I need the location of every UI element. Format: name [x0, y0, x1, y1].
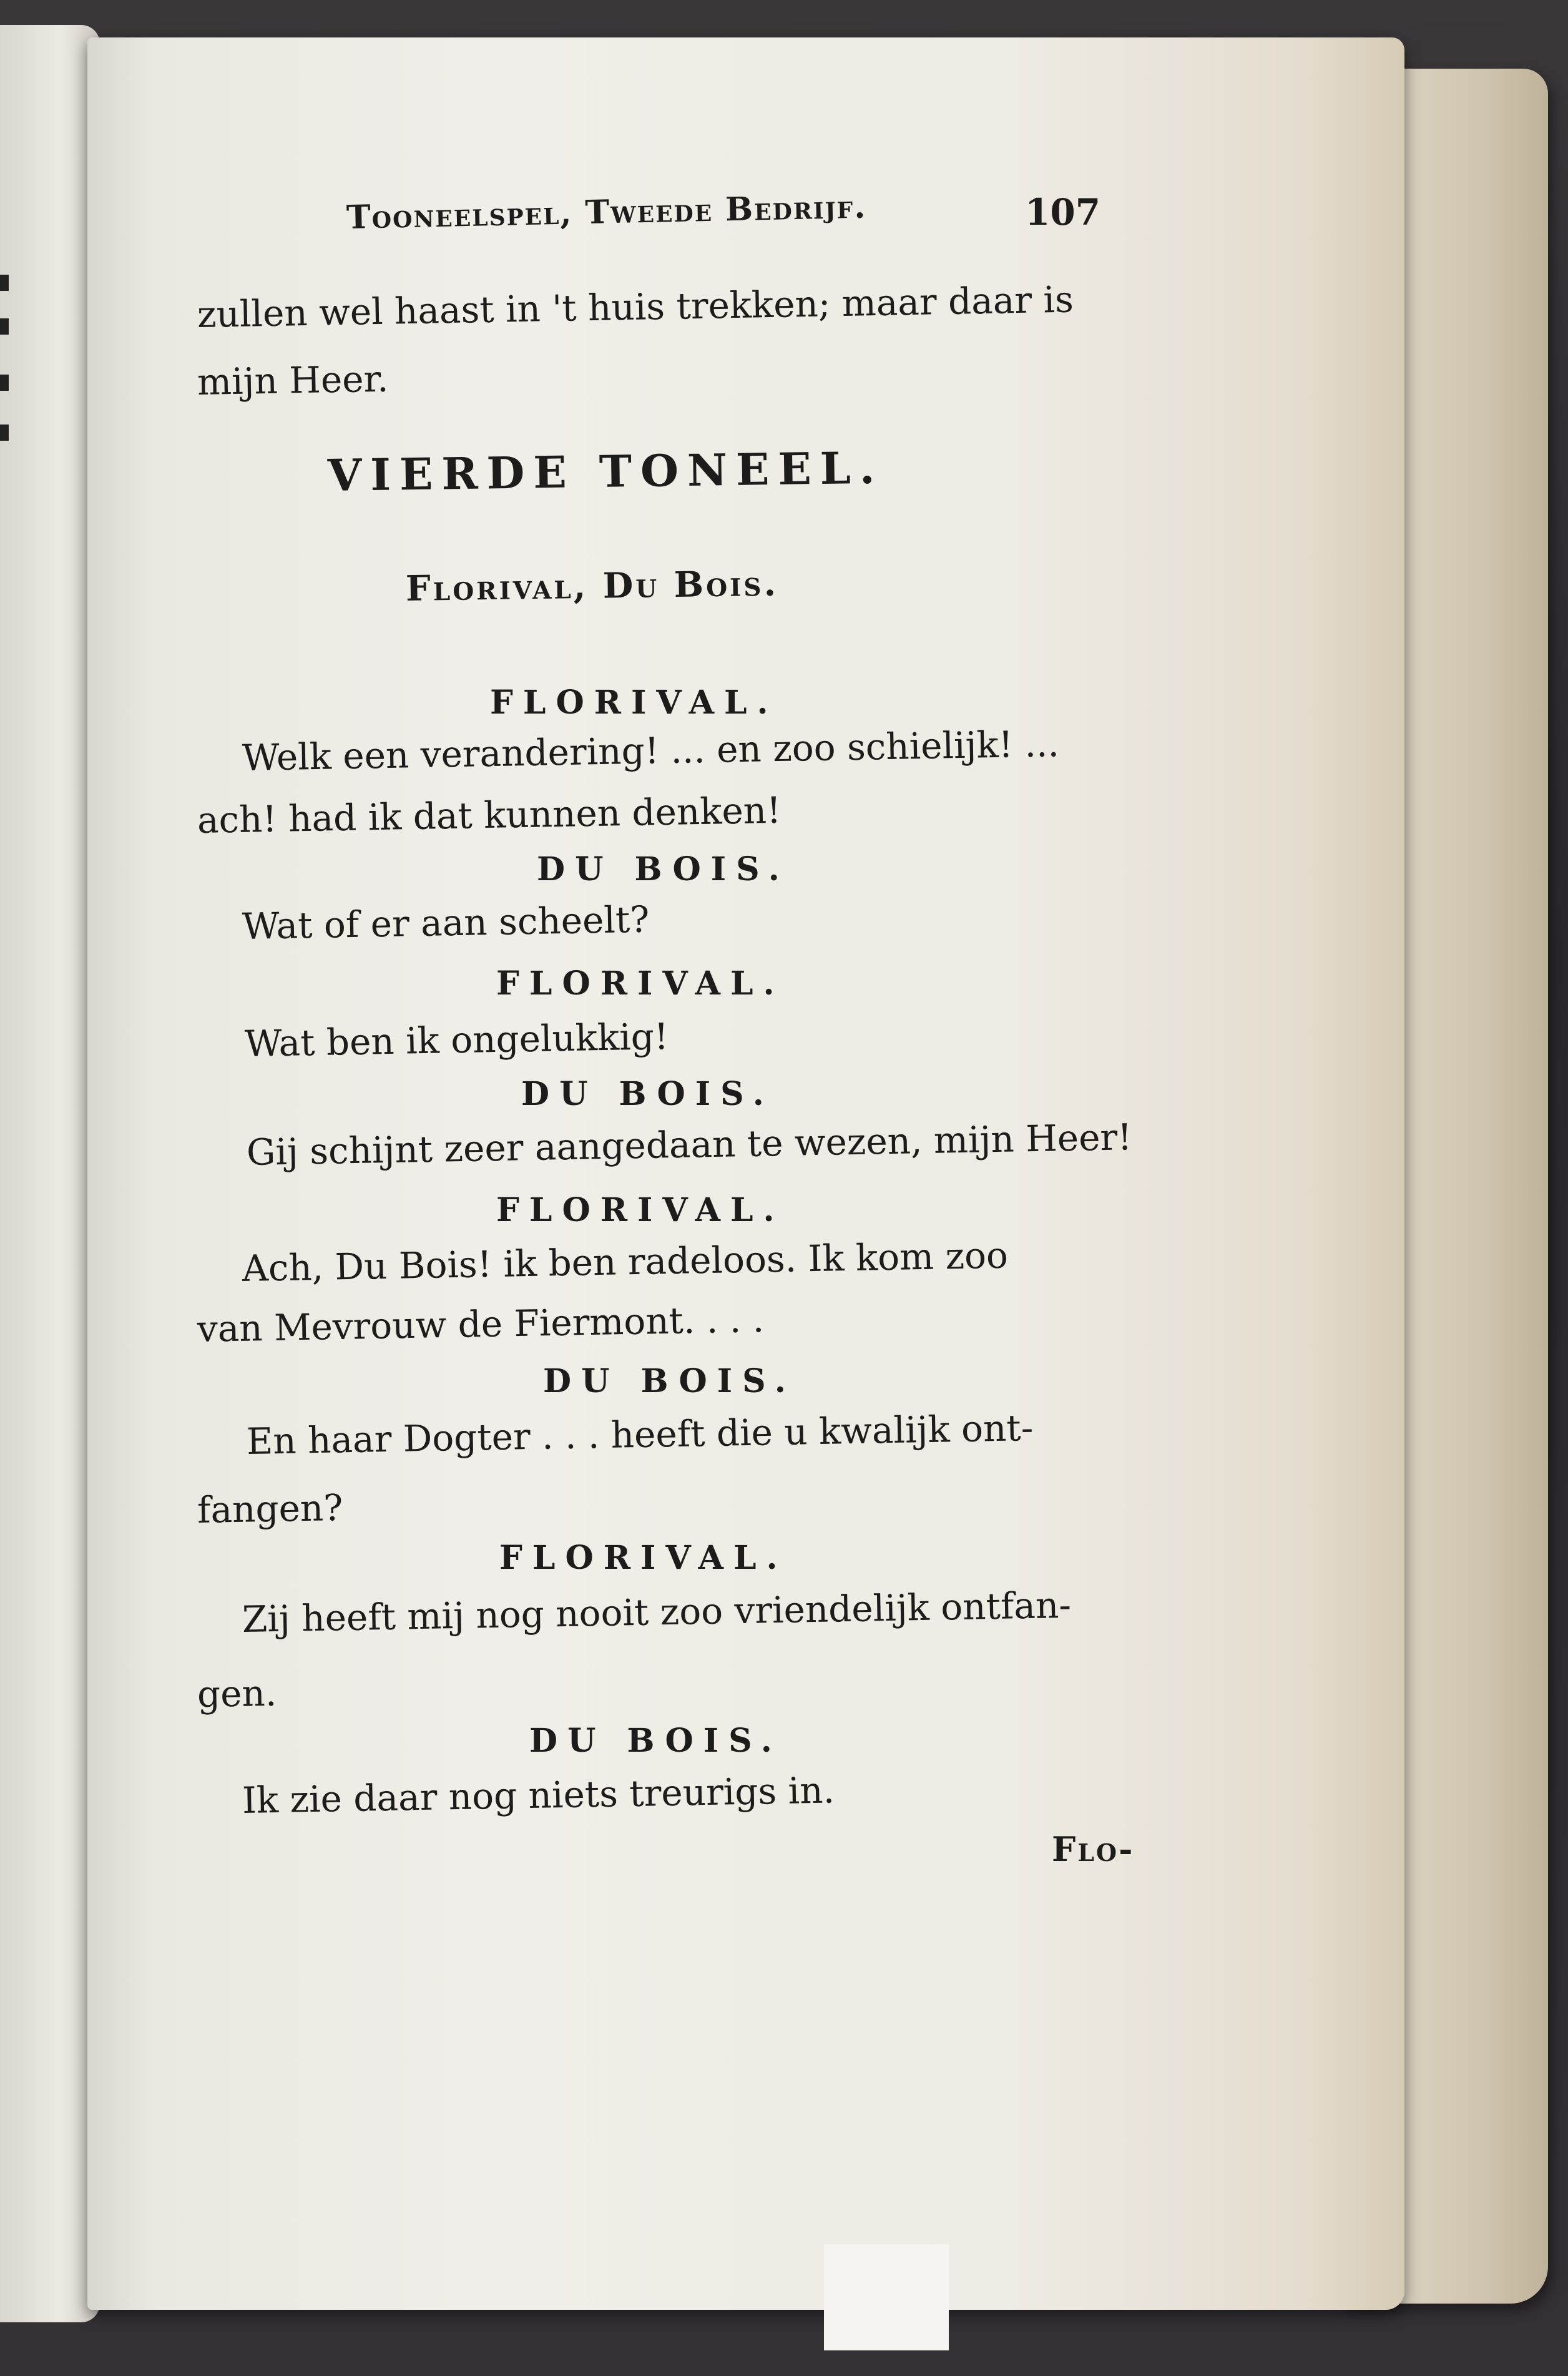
dialogue-line: fangen? — [197, 1486, 343, 1531]
dialogue-line: ach! had ik dat kunnen denken! — [197, 788, 782, 842]
paper-patch — [824, 2244, 949, 2350]
cast-list: Florival, Du Bois. — [405, 562, 779, 609]
dialogue-line: Gij schijnt zeer aangedaan te wezen, mijn Heer! — [246, 1116, 1133, 1174]
dialogue-line: Wat ben ik ongelukkig! — [244, 1015, 669, 1065]
ink-mark — [0, 375, 9, 391]
speaker-label: DU BOIS. — [543, 1362, 796, 1400]
text-line: mijn Heer. — [197, 357, 389, 403]
dialogue-line: Welk een verandering! ... en zoo schielijk! ... — [242, 722, 1060, 779]
speaker-label: DU BOIS. — [537, 850, 790, 888]
catchword: Flo- — [1052, 1829, 1135, 1869]
dialogue-line: Ach, Du Bois! ik ben radeloos. Ik kom zoo — [242, 1234, 1009, 1290]
dialogue-line: Zij heeft mij nog nooit zoo vriendelijk ontfan- — [242, 1583, 1072, 1641]
speaker-label: FLORIVAL. — [496, 965, 785, 1003]
speaker-label: DU BOIS. — [521, 1075, 774, 1113]
speaker-label: FLORIVAL. — [499, 1539, 788, 1577]
page-number: 107 — [1025, 191, 1101, 233]
text-line: zullen wel haast in 't huis trekken; maar daar is — [197, 278, 1074, 336]
dialogue-line: En haar Dogter . . . heeft die u kwalijk ont- — [246, 1406, 1034, 1463]
running-head: Tooneelspel, Tweede Bedrijf. — [346, 187, 867, 237]
ink-mark — [0, 318, 9, 335]
speaker-label: FLORIVAL. — [496, 1191, 785, 1229]
dialogue-line: Ik zie daar nog niets treurigs in. — [242, 1769, 835, 1822]
dialogue-line: gen. — [197, 1671, 277, 1716]
ink-mark — [0, 275, 9, 291]
dialogue-line: van Mevrouw de Fiermont. . . . — [197, 1298, 765, 1350]
scene-heading: VIERDE TONEEL. — [327, 441, 884, 501]
dialogue-line: Wat of er aan scheelt? — [242, 898, 650, 948]
speaker-label: DU BOIS. — [529, 1722, 782, 1760]
ink-mark — [0, 425, 9, 441]
facing-page-edge — [0, 25, 100, 2322]
speaker-label: FLORIVAL. — [490, 684, 778, 722]
